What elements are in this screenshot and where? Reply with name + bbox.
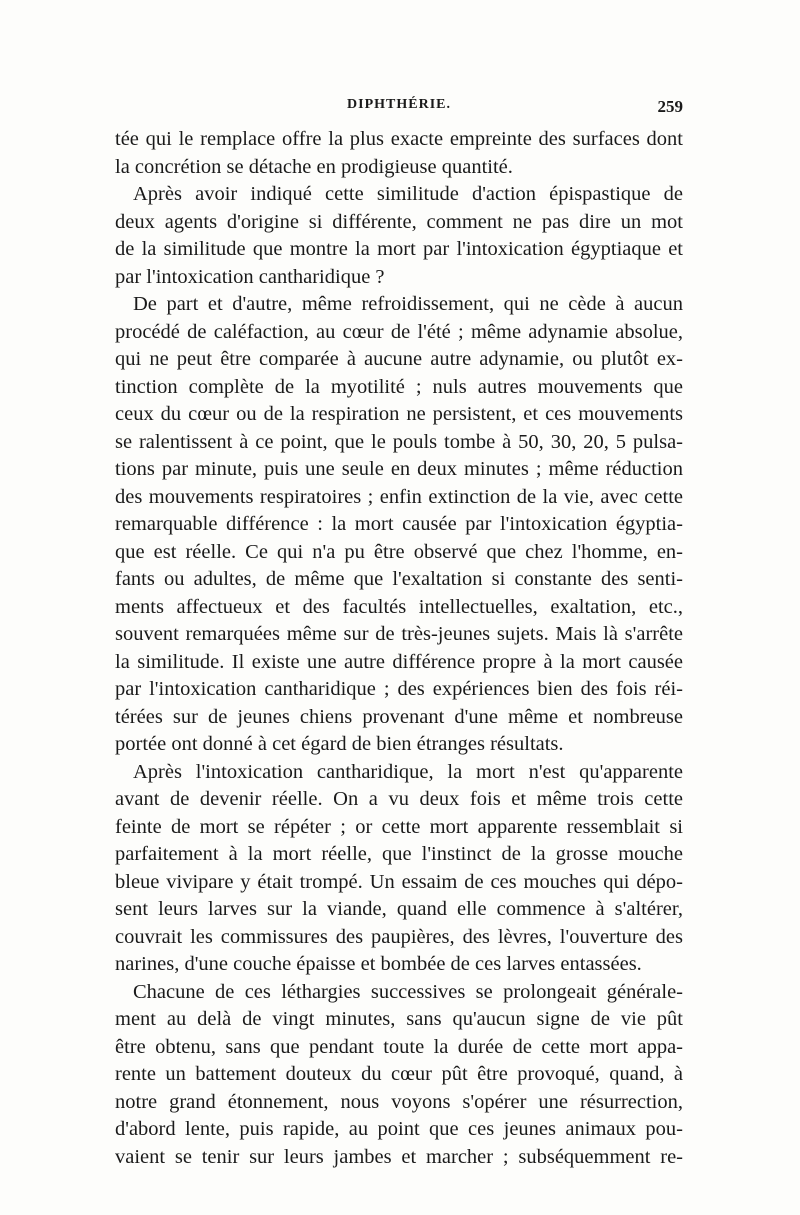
text-line: sent leurs larves sur la viande, quand elle commence à s'altérer, (115, 898, 683, 920)
text-line: feinte de mort se répéter ; or cette mort apparente ressemblait si (115, 815, 683, 838)
text-line: ments affectueux et des facultés intellectuelles, exaltation, etc., (115, 595, 683, 618)
text-line: notre grand étonnement, nous voyons s'opérer une résurrection, (115, 1090, 683, 1113)
text-line: qui ne peut être comparée à aucune autre adynamie, ou plutôt ex- (115, 348, 683, 370)
text-line: que est réelle. Ce qui n'a pu être observé que chez l'homme, en- (115, 540, 683, 563)
text-line: procédé de caléfaction, au cœur de l'été ; même adynamie absolue, (115, 320, 683, 343)
text-line: tée qui le remplace offre la plus exacte empreinte des surfaces dont (115, 128, 683, 150)
text-line: la concrétion se détache en prodigieuse quantité. (115, 155, 513, 178)
text-line: vaient se tenir sur leurs jambes et marcher ; subséquemment re- (115, 1145, 683, 1168)
text-line: fants ou adultes, de même que l'exaltation si constante des senti- (115, 568, 683, 590)
text-line: ceux du cœur ou de la respiration ne persistent, et ces mouvements (115, 403, 683, 425)
text-line: portée ont donné à cet égard de bien étranges résultats. (115, 733, 564, 755)
text-line: tinction complète de la myotilité ; nuls autres mouvements que (115, 375, 683, 398)
text-line: de la similitude que montre la mort par l'intoxication égyptiaque et (115, 238, 683, 260)
text-line: ment au delà de vingt minutes, sans qu'aucun signe de vie pût (115, 1008, 683, 1030)
text-line: se ralentissent à ce point, que le pouls tombe à 50, 30, 20, 5 pulsa- (115, 430, 683, 453)
text-line: térées sur de jeunes chiens provenant d'une même et nombreuse (115, 705, 683, 728)
text-line: rente un battement douteux du cœur pût être provoqué, quand, à (115, 1063, 683, 1085)
text-line: Chacune de ces léthargies successives se prolongeait générale- (133, 980, 683, 1003)
text-line: Après l'intoxication cantharidique, la mort n'est qu'apparente (133, 760, 683, 783)
text-line: narines, d'une couche épaisse et bombée de ces larves entassées. (115, 953, 642, 975)
text-line: avant de devenir réelle. On a vu deux fois et même trois cette (115, 788, 683, 810)
running-head (115, 97, 683, 121)
text-line: couvrait les commissures des paupières, des lèvres, l'ouverture des (115, 925, 683, 948)
text-line: par l'intoxication cantharidique ? (115, 265, 385, 288)
text-line: Après avoir indiqué cette similitude d'action épispastique de (133, 183, 683, 205)
text-line: tions par minute, puis une seule en deux minutes ; même réduction (115, 458, 683, 480)
text-line: deux agents d'origine si différente, comment ne pas dire un mot (115, 210, 683, 233)
body-text (115, 126, 683, 1171)
text-line: remarquable différence : la mort causée par l'intoxication égyptia- (115, 513, 683, 535)
page-number: 259 (657, 97, 683, 116)
text-line: par l'intoxication cantharidique ; des expériences bien des fois réi- (115, 678, 683, 700)
text-line: parfaitement à la mort réelle, que l'instinct de la grosse mouche (115, 843, 683, 865)
text-line: souvent remarquées même sur de très-jeunes sujets. Mais là s'arrête (115, 623, 683, 645)
running-title: DIPHTHÉRIE. (347, 97, 451, 112)
text-line: De part et d'autre, même refroidissement, qui ne cède à aucun (133, 293, 683, 315)
text-line: être obtenu, sans que pendant toute la durée de cette mort appa- (115, 1035, 683, 1058)
text-line: des mouvements respiratoires ; enfin extinction de la vie, avec cette (115, 485, 683, 508)
text-line: bleue vivipare y était trompé. Un essaim de ces mouches qui dépo- (115, 870, 683, 893)
text-line: d'abord lente, puis rapide, au point que ces jeunes animaux pou- (115, 1118, 683, 1140)
text-line: la similitude. Il existe une autre différence propre à la mort causée (115, 650, 683, 673)
